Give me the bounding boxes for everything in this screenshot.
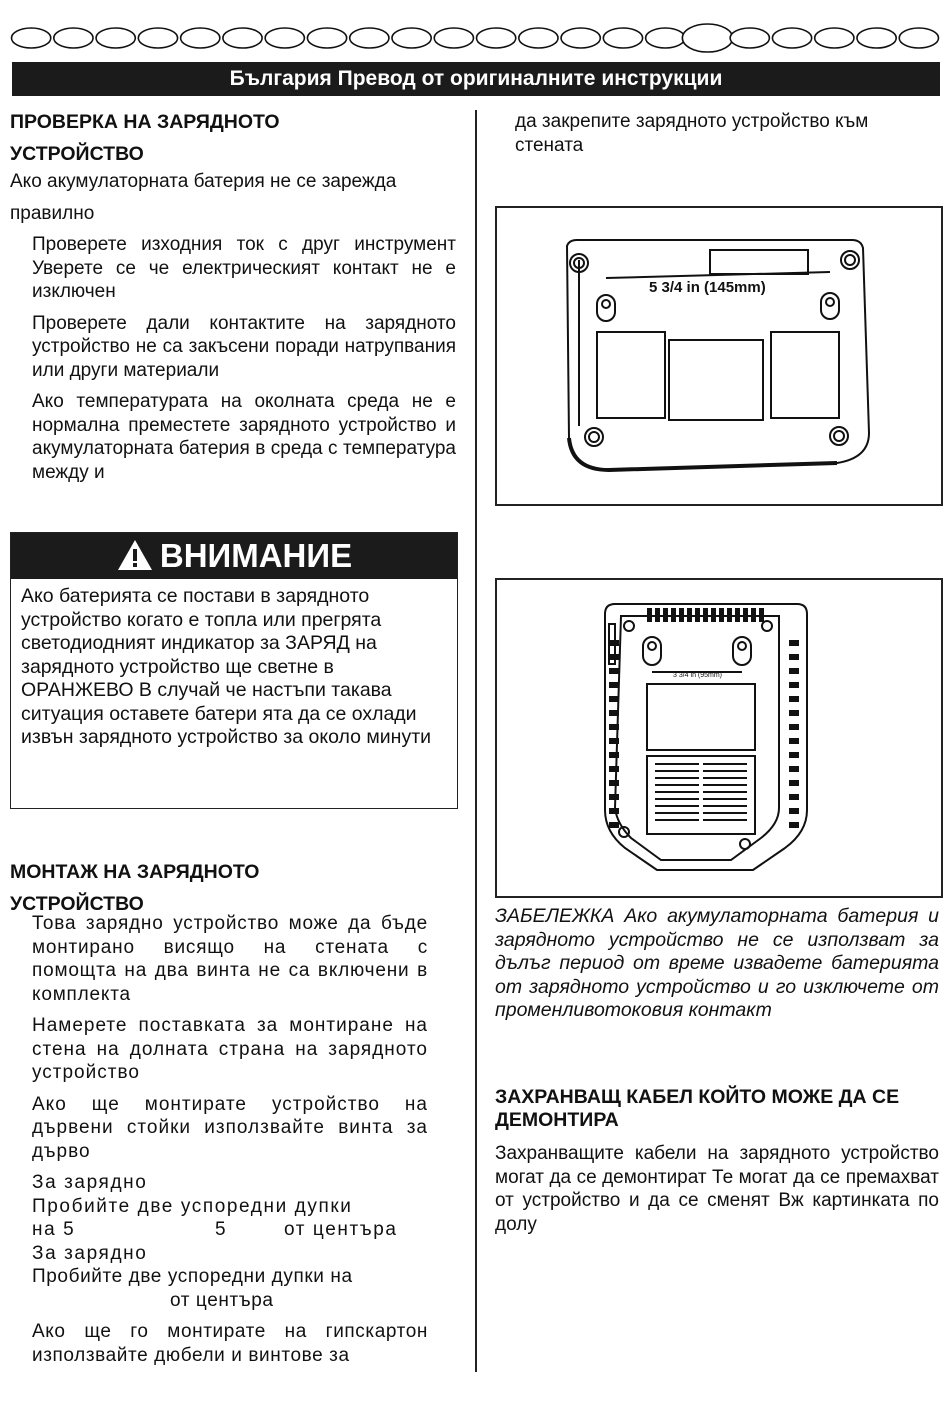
vent-slot: [655, 608, 660, 622]
vent-slot: [727, 608, 732, 622]
drill-line-3c: от центъра: [284, 1219, 398, 1240]
check-intro-cont: правилно: [10, 202, 95, 224]
oval-tab: [815, 28, 854, 48]
oval-tab: [682, 24, 732, 52]
side-vent: [789, 794, 799, 800]
drill-line-5: Пробийте две успоредни дупки на: [32, 1266, 353, 1287]
charger-base-diagram-2: [497, 580, 941, 896]
drill-line-3: [32, 1218, 428, 1242]
oval-tab: [519, 28, 558, 48]
vent-slot: [751, 608, 756, 622]
dimension-label-1: 5 3/4 in (145mm): [649, 279, 766, 296]
side-vent: [609, 808, 619, 814]
mount-last: Ако ще го монтирате на гипскартон използвайте дюбели и винтове за: [32, 1321, 428, 1366]
vent-slot: [703, 608, 708, 622]
side-vent: [609, 822, 619, 828]
oval-tab: [899, 28, 938, 48]
oval-tab: [54, 28, 93, 48]
drill-line-3a: на 5: [32, 1219, 76, 1240]
side-vent: [609, 640, 619, 646]
side-vent: [609, 724, 619, 730]
section-banner: [12, 62, 940, 96]
side-vent: [609, 710, 619, 716]
side-vent: [609, 766, 619, 772]
check-section: [10, 106, 456, 484]
warning-triangle-icon: [116, 538, 154, 572]
drill-instructions: [10, 1171, 428, 1312]
figure-1: [495, 206, 943, 506]
side-vent: [789, 780, 799, 786]
oval-tab: [392, 28, 431, 48]
continuation-text: да закрепите зарядното устройство към стената: [515, 111, 869, 156]
note-text: ЗАБЕЛЕЖКА Ако акумулаторната батерия и зарядното устройство не се използват за дълъг период от време извадете батерията от зарядното устройство и го изключете от променливотоковия контакт: [495, 905, 939, 1021]
check-intro: Ако акумулаторната батерия не се зарежда: [10, 171, 397, 192]
mount-heading-line1: МОНТАЖ НА ЗАРЯДНОТО: [10, 861, 260, 883]
warning-header: [11, 533, 457, 579]
mount-item-2: Намерете поставката за монтиране на стена на долната страна на зарядното устройство: [32, 1015, 428, 1083]
oval-tab: [223, 28, 262, 48]
side-vent: [789, 822, 799, 828]
oval-tab: [138, 28, 177, 48]
column-divider: [475, 110, 477, 1372]
side-vent: [609, 738, 619, 744]
side-vent: [789, 766, 799, 772]
side-vent: [609, 794, 619, 800]
drill-line-2: Пробийте две успоредни дупки: [32, 1195, 353, 1217]
vent-slot: [671, 608, 676, 622]
oval-tab: [646, 28, 685, 48]
mount-heading: [10, 856, 428, 920]
cable-section: [495, 1086, 939, 1236]
vent-slot: [647, 608, 652, 622]
oval-tab: [181, 28, 220, 48]
mount-item-3: Ако ще монтирате устройство на дървени стойки използвайте винта за дърво: [32, 1093, 428, 1162]
oval-tab: [477, 28, 516, 48]
check-heading-line1: ПРОВЕРКА НА ЗАРЯДНОТО: [10, 111, 280, 133]
side-vent: [609, 780, 619, 786]
side-vent: [789, 640, 799, 646]
oval-tab: [772, 28, 811, 48]
oval-tab: [603, 28, 642, 48]
oval-tabs: [10, 22, 940, 54]
oval-tab: [96, 28, 135, 48]
dimension-label-2: 3 3/4 in (95mm): [673, 672, 723, 679]
drill-line-4: За зарядно: [32, 1242, 148, 1264]
banner-title: България Превод от оригиналните инструкции: [229, 67, 723, 90]
vent-slot: [695, 608, 700, 622]
vent-slot: [711, 608, 716, 622]
side-vent: [609, 682, 619, 688]
vent-slot: [687, 608, 692, 622]
vent-slot: [719, 608, 724, 622]
vent-slot: [663, 608, 668, 622]
oval-tab: [12, 28, 51, 48]
side-vent: [789, 724, 799, 730]
side-vent: [789, 682, 799, 688]
charger-base-diagram-1: [497, 208, 941, 504]
vent-slot: [735, 608, 740, 622]
side-vent: [609, 696, 619, 702]
side-vent: [789, 752, 799, 758]
oval-tab: [434, 28, 473, 48]
side-vent: [789, 696, 799, 702]
side-vent: [609, 752, 619, 758]
side-vent: [789, 710, 799, 716]
warning-box: [10, 532, 458, 809]
figure-2: [495, 578, 943, 898]
side-vent: [789, 808, 799, 814]
vent-slot: [743, 608, 748, 622]
check-item-2: Проверете дали контактите на зарядното устройство не са закъсени поради натрупвания или други материали: [32, 312, 456, 381]
warning-text: Ако батерията се постави в зарядното устройство когато е топла или прегрята светодиодният индикатор за ЗАРЯД на зарядното устройство ще светне в ОРАНЖЕВО В случай че настъпи такава ситуация оставете батери ята да се охлади извън зарядното устройство за около минути: [21, 585, 432, 748]
check-heading-line2: УСТРОЙСТВО: [10, 143, 144, 165]
oval-tab: [350, 28, 389, 48]
mount-heading-line2: УСТРОЙСТВО: [10, 893, 144, 915]
oval-tab: [857, 28, 896, 48]
check-heading: [10, 106, 456, 170]
cable-heading: ЗАХРАНВАЩ КАБЕЛ КОЙТО МОЖЕ ДА СЕ ДЕМОНТИРА: [495, 1086, 900, 1131]
warning-title: ВНИМАНИЕ: [159, 537, 353, 574]
vent-slot: [679, 608, 684, 622]
drill-line-1: За зарядно: [32, 1172, 148, 1193]
cable-text: Захранващите кабели на зарядното устройство могат да се демонтират Те могат да се премахват от устройство и да се сменят Вж картинката по долу: [495, 1143, 939, 1235]
side-vent: [789, 654, 799, 660]
oval-tab: [561, 28, 600, 48]
drill-line-6: от центъра: [170, 1289, 274, 1311]
mount-section: [10, 856, 428, 1367]
mount-item-1: Това зарядно устройство може да бъде монтирано висящо на стената с помощта на два винта не са включени в комплекта: [32, 913, 428, 1005]
side-vent: [789, 668, 799, 674]
vent-slot: [759, 608, 764, 622]
check-item-1: Проверете изходния ток с друг инструмент Уверете се че електрическият контакт не е изключен: [32, 234, 456, 302]
side-vent: [609, 654, 619, 660]
side-vent: [789, 738, 799, 744]
drill-line-3b: 5: [215, 1219, 228, 1240]
oval-tab: [307, 28, 346, 48]
oval-tab: [730, 28, 769, 48]
side-vent: [609, 668, 619, 674]
check-item-3: Ако температурата на околната среда не е нормална преместете зарядното устройство и акумулаторната батерия в среда с температура между и: [32, 391, 456, 483]
oval-tab: [265, 28, 304, 48]
